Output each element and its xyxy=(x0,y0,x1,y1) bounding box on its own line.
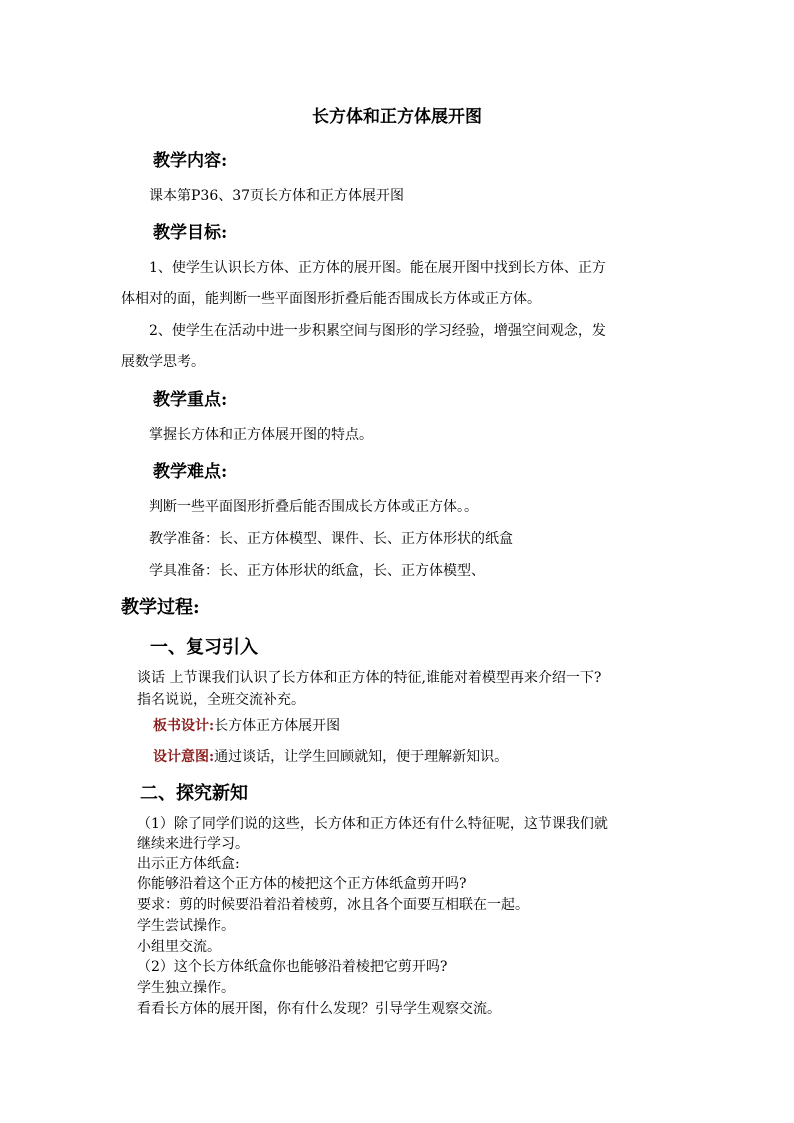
process-heading: 教学过程: xyxy=(121,597,200,618)
content-heading: 教学内容: xyxy=(153,151,228,171)
difficulty-heading: 教学难点: xyxy=(153,462,228,482)
p2-line5: 要求：剪的时候要沿着沿着棱剪，冰且各个面要互相联在一起。 xyxy=(137,897,529,913)
teacher-prep: 教学准备：长、正方体模型、课件、长、正方体形状的纸盒 xyxy=(149,531,513,547)
key-heading: 教学重点: xyxy=(153,390,228,410)
p2-line4: 你能够沿着这个正方体的棱把这个正方体纸盒剪开吗? xyxy=(137,876,467,892)
key-text: 掌握长方体和正方体展开图的特点。 xyxy=(149,427,373,443)
board-label: 板书设计: xyxy=(153,718,215,734)
board-text: 长方体正方体展开图 xyxy=(214,718,341,734)
goal1-line2: 体相对的面，能判断一些平面图形折叠后能否围成长方体或正方体。 xyxy=(121,291,541,307)
design-intent xyxy=(153,748,508,766)
p2-line8: （2）这个长方体纸盒你也能够沿着棱把它剪开吗? xyxy=(137,959,448,975)
document-title: 长方体和正方体展开图 xyxy=(312,107,482,127)
content-text: 课本第P36、37页长方体和正方体展开图 xyxy=(149,188,405,204)
part1-heading: 一、复习引入 xyxy=(150,637,258,658)
goals-heading: 教学目标: xyxy=(153,223,228,243)
part1-line1: 谈话 上节课我们认识了长方体和正方体的特征,谁能对着模型再来介绍一下? xyxy=(137,670,602,686)
goal1-line1: 1、使学生认识长方体、正方体的展开图。能在展开图中找到长方体、正方 xyxy=(149,260,606,276)
board-design xyxy=(153,717,340,735)
part2-heading: 二、探究新知 xyxy=(140,783,248,804)
p2-line10: 看看长方体的展开图，你有什么发现？引导学生观察交流。 xyxy=(137,1001,501,1017)
student-prep: 学具准备：长、正方体形状的纸盒，长、正方体模型、 xyxy=(149,563,485,579)
goal2-line2: 展数学思考。 xyxy=(121,354,205,370)
intent-text: 通过谈话，让学生回顾就知，便于理解新知识。 xyxy=(214,749,509,765)
intent-label: 设计意图: xyxy=(153,749,215,765)
p2-line9: 学生独立操作。 xyxy=(137,980,235,996)
part1-line2: 指名说说，全班交流补充。 xyxy=(137,692,305,708)
p2-line3: 出示正方体纸盒: xyxy=(137,856,240,872)
p2-line1: （1）除了同学们说的这些，长方体和正方体还有什么特征呢，这节课我们就 xyxy=(137,816,608,832)
p2-line6: 学生尝试操作。 xyxy=(137,918,235,934)
goal2-line1: 2、使学生在活动中进一步积累空间与图形的学习经验，增强空间观念，发 xyxy=(149,323,606,339)
p2-line2: 继续来进行学习。 xyxy=(137,836,249,852)
difficulty-text: 判断一些平面图形折叠后能否围成长方体或正方体。。 xyxy=(149,499,478,515)
p2-line7: 小组里交流。 xyxy=(137,939,221,955)
